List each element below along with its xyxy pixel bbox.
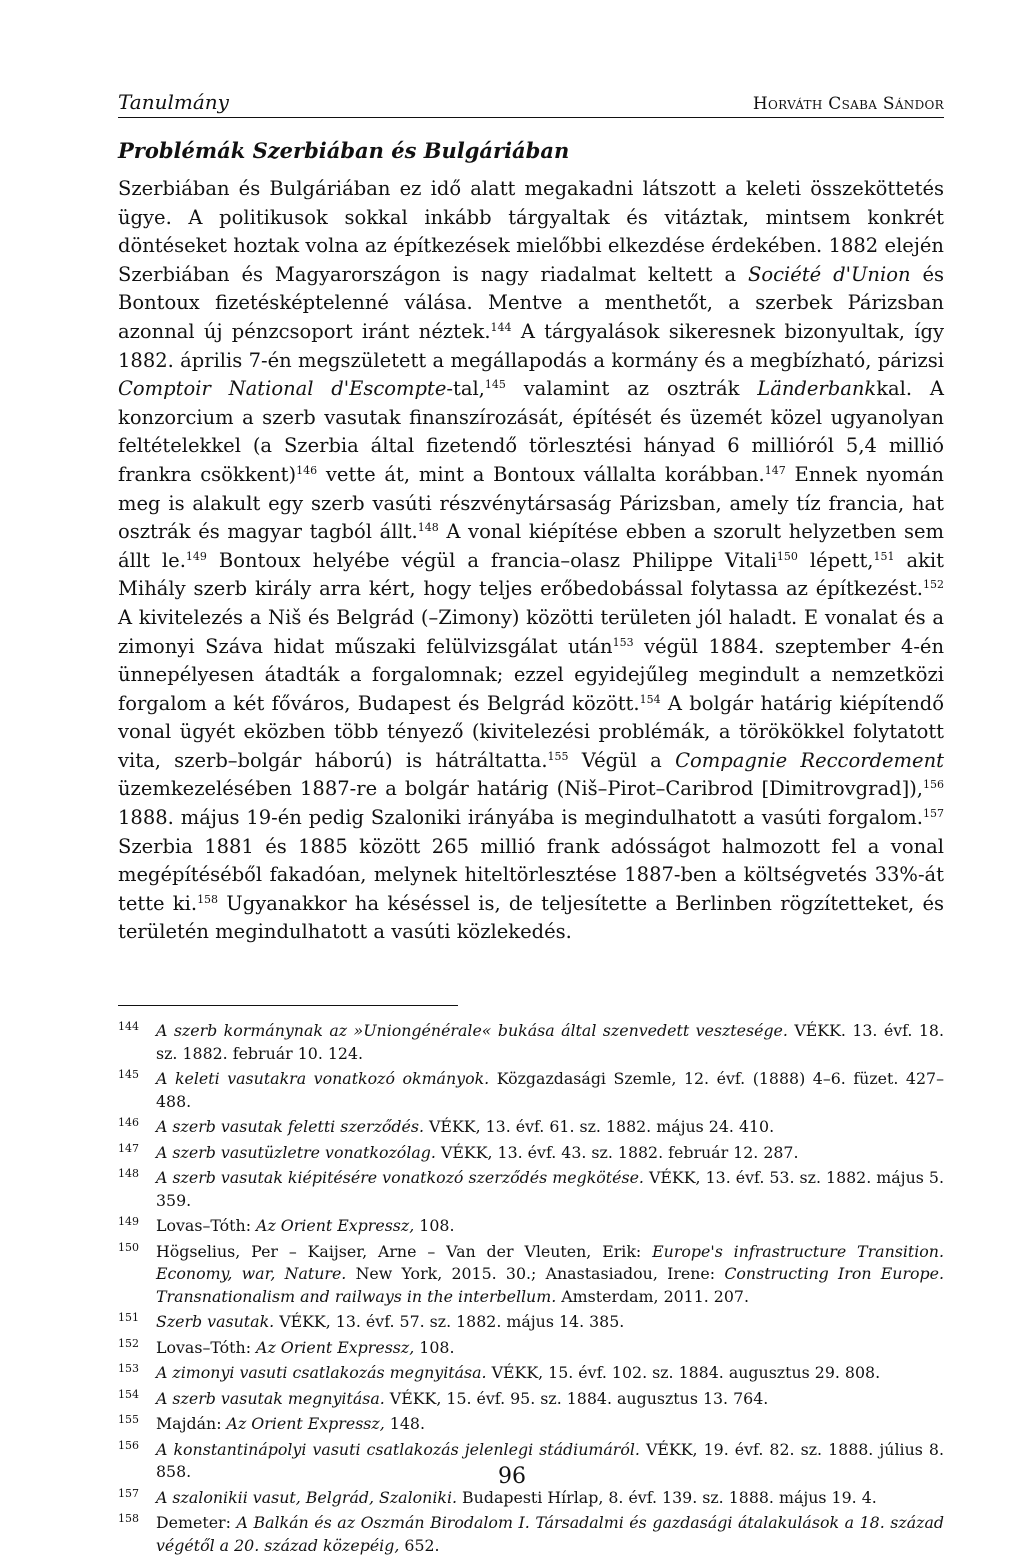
page-content [118, 84, 944, 1560]
text-run: A bolgár határig kiépítendő vonal ügyét eközben több tényező (kivitelezési problémák, a törökökkel folytatott vita, szerb–bolgár háború) is hátráltatta. [118, 691, 944, 772]
text-run: A kivitelezés a Niš és Belgrád (–Zimony) közötti területen jól haladt. E vonalat és a zimonyi Száva hidat műszaki felülvizsgálat után [118, 605, 944, 658]
text-run: Ugyanakkor ha késéssel is, de teljesítette a Berlinben rögzítetteket, és területén megindulhatott a vasúti közlekedés. [118, 891, 944, 944]
footnote-text [156, 1362, 944, 1385]
footnote-text [156, 1116, 944, 1139]
footnote-ref: 155 [547, 749, 569, 763]
text-run: 652. [399, 1535, 440, 1555]
footnote-item [118, 1487, 944, 1510]
footnote-ref: 152 [923, 578, 944, 592]
footnote-text [156, 1215, 944, 1238]
footnote-item [118, 1020, 944, 1065]
footnote-item [118, 1311, 944, 1334]
italic-text: Société d'Union [748, 262, 911, 286]
footnote-ref: 148 [417, 521, 439, 535]
italic-text: A zimonyi vasuti csatlakozás megnyitása. [156, 1363, 487, 1383]
italic-text: Az Orient Expressz, [256, 1216, 415, 1236]
italic-text: Szerb vasutak. [156, 1312, 275, 1332]
footnote-item [118, 1512, 944, 1557]
text-run: New York, 2015. 30.; Anastasiadou, Irene: [346, 1264, 725, 1284]
text-run: A vonal kiépítése ebben a szorult helyzetben sem állt le. [118, 520, 944, 572]
text-run: VÉKK, 13. évf. 57. sz. 1882. május 14. 385. [274, 1312, 625, 1332]
footnote-number: 158 [118, 1512, 139, 1526]
text-run: Közgazdasági Szemle, 12. évf. (1888) 4–6. füzet. 427–488. [156, 1069, 944, 1111]
text-run: VÉKK, 13. évf. 53. sz. 1882. május 5. 359. [156, 1168, 944, 1210]
text-run: valamint az osztrák [505, 377, 758, 401]
text-run: Högselius, Per – Kaijser, Arne – Van der Vleuten, Erik: [156, 1241, 653, 1261]
italic-text: Constructing Iron Europe. Transnationalism and railways in the interbellum. [156, 1264, 944, 1306]
footnote-number: 145 [118, 1068, 139, 1082]
text-run: Szerbia 1881 és 1885 között 265 millió frank adósságot halmozott fel a vonal megépítéséből fakadóan, melynek hiteltörlesztése 1887-ben a költségvetés 33%-át tette ki. [118, 834, 944, 915]
footnote-item [118, 1337, 944, 1360]
footnote-number: 147 [118, 1141, 139, 1155]
footnote-ref: 153 [612, 635, 634, 649]
text-run: Lovas–Tóth: [156, 1216, 257, 1236]
text-run: 108. [414, 1337, 455, 1357]
footnote-number: 149 [118, 1215, 139, 1229]
text-run: üzemkezelésében 1887-re a bolgár határig (Niš–Pirot–Caribrod [Dimitrovgrad]), [118, 777, 923, 801]
text-run: Ennek nyomán meg is alakult egy szerb vasúti részvénytársaság Párizsban, amely tíz francia, hat osztrák és magyar tagból állt. [118, 462, 944, 544]
text-run: akit Mihály szerb király arra kért, hogy teljes erőbedobással folytassa az építkezést. [118, 548, 944, 601]
footnote-ref: 147 [764, 463, 786, 477]
footnote-item [118, 1116, 944, 1139]
footnote-item [118, 1142, 944, 1165]
italic-text: A szerb kormánynak az »Uniongénérale« bukása által szenvedett vesztesége. [156, 1021, 788, 1041]
footnote-number: 153 [118, 1362, 139, 1376]
footnote-text [156, 1142, 944, 1165]
italic-text: A szerb vasutak feletti szerződés. [156, 1117, 424, 1137]
footnote-item [118, 1068, 944, 1113]
text-run: A tárgyalások sikeresnek bizonyultak, így 1882. április 7-én megszületett a megállapodás a kormány és a megbízható, párizsi [118, 319, 945, 372]
footnote-number: 151 [118, 1311, 139, 1325]
footnote-ref: 156 [923, 778, 944, 792]
footnote-text [156, 1388, 944, 1411]
text-run: Majdán: [156, 1414, 227, 1434]
text-run: kal. A konzorcium a szerb vasutak finanszírozását, építését és üzemét közel ugyanolyan feltételekkel (a Szerbia által fizetendő törlesztési hányad 6 millióról 5,4 millió frankra csökkent) [118, 377, 944, 486]
footnote-ref: 146 [296, 463, 318, 477]
text-run: VÉKK, 15. évf. 95. sz. 1884. augusztus 13. 764. [384, 1388, 769, 1408]
italic-text: Europe's infrastructure Transition. Economy, war, Nature. [156, 1241, 945, 1284]
footnote-item [118, 1167, 944, 1212]
section-label: Tanulmány [118, 90, 229, 114]
footnote-number: 154 [118, 1387, 139, 1401]
italic-text: A szerb vasutak kiépitésére vonatkozó szerződés megkötése. [156, 1168, 644, 1188]
italic-text: Comptoir National d'Escompte [118, 377, 447, 401]
footnote-text [156, 1512, 944, 1557]
footnote-text [156, 1413, 944, 1436]
text-run: Szerbiában és Bulgáriában ez idő alatt megakadni látszott a keleti összeköttetés ügye. A politikusok sokkal inkább tárgyaltak és vitáztak, mintsem konkrét döntéseket hoztak volna az építkezések mielőbbi elkezdése érdekében. 1882 elején Szerbiában és Magyarországon is nagy riadalmat keltett a [118, 177, 944, 286]
text-run: VÉKK, 13. évf. 61. sz. 1882. május 24. 410. [424, 1117, 775, 1137]
author-name: Horváth Csaba Sándor [752, 94, 944, 114]
footnote-item [118, 1413, 944, 1436]
footnote-ref: 157 [923, 807, 944, 821]
body-paragraph [118, 175, 944, 947]
footnote-text [156, 1068, 944, 1113]
text-run: Végül a [568, 748, 676, 772]
footnote-ref: 149 [185, 549, 207, 563]
footnote-text [156, 1241, 944, 1309]
footnote-number: 144 [118, 1020, 139, 1034]
footnote-ref: 151 [873, 549, 895, 563]
text-run: 1888. május 19-én pedig Szaloniki irányába is megindulhatott a vasúti forgalom. [118, 806, 923, 830]
text-run: Amsterdam, 2011. 207. [556, 1286, 749, 1306]
text-run: VÉKK, 15. évf. 102. sz. 1884. augusztus 29. 808. [486, 1363, 881, 1383]
footnote-number: 146 [118, 1116, 139, 1130]
footnote-item [118, 1215, 944, 1238]
footnote-item [118, 1388, 944, 1411]
text-run: Demeter: [156, 1513, 237, 1533]
footnote-text [156, 1311, 944, 1334]
text-run: VÉKK. 13. évf. 18. sz. 1882. február 10. 124. [156, 1021, 944, 1063]
section-heading: Problémák Szerbiában és Bulgáriában [118, 138, 570, 163]
footnote-number: 156 [118, 1438, 139, 1452]
italic-text: A keleti vasutakra vonatkozó okmányok. [156, 1069, 490, 1089]
text-run: VÉKK, 13. évf. 43. sz. 1882. február 12. 287. [435, 1142, 799, 1162]
footnote-number: 152 [118, 1336, 139, 1350]
italic-text: A szerb vasutak megnyitása. [156, 1388, 385, 1408]
footnote-number: 155 [118, 1413, 139, 1427]
italic-text: Länderbank [757, 377, 877, 401]
text-run: VÉKK, 19. évf. 82. sz. 1888. július 8. 858. [156, 1439, 944, 1482]
footnote-number: 150 [118, 1240, 139, 1254]
text-run: 148. [384, 1414, 425, 1434]
text-run: 108. [414, 1216, 455, 1236]
footnote-text [156, 1337, 944, 1360]
footnote-ref: 150 [776, 549, 798, 563]
text-run: végül 1884. szeptember 4-én ünnepélyesen átadták a forgalomnak; ezzel egyidejűleg megindult a nemzetközi forgalom a két főváros, Budapest és Belgrád között. [118, 634, 945, 715]
text-run: vette át, mint a Bontoux vállalta korábban. [317, 462, 765, 486]
text-run: -tal, [446, 377, 485, 401]
page-number: 96 [498, 1464, 526, 1489]
footnote-text [156, 1167, 944, 1212]
text-run: és Bontoux fizetésképtelenné válása. Mentve a menthetőt, a szerbek Párizsban azonnal új pénzcsoport iránt néztek. [118, 262, 945, 343]
italic-text: Az Orient Expressz, [256, 1337, 415, 1357]
text-run: lépett, [797, 548, 874, 572]
italic-text: A konstantinápolyi vasuti csatlakozás jelenlegi stádiumáról. [156, 1439, 640, 1459]
footnote-ref: 154 [639, 692, 661, 706]
italic-text: Compagnie Reccordement [675, 748, 944, 772]
text-run: Bontoux helyébe végül a francia–olasz Philippe Vitali [206, 548, 777, 572]
italic-text: A szalonikii vasut, Belgrád, Szaloniki. [156, 1487, 458, 1507]
footnote-text [156, 1020, 944, 1065]
italic-text: A szerb vasutüzletre vonatkozólag. [156, 1142, 436, 1162]
text-run: Lovas–Tóth: [156, 1337, 257, 1357]
footnote-rule [118, 1005, 458, 1006]
footnote-ref: 158 [197, 892, 219, 906]
footnote-text [156, 1487, 944, 1510]
italic-text: Az Orient Expressz, [226, 1414, 385, 1434]
footnote-item [118, 1241, 944, 1309]
footnote-ref: 144 [490, 320, 512, 334]
text-run: Budapesti Hírlap, 8. évf. 139. sz. 1888. május 19. 4. [457, 1487, 877, 1507]
footnote-number: 148 [118, 1167, 139, 1181]
italic-text: A Balkán és az Oszmán Birodalom I. Társadalmi és gazdasági átalakulások a 18. század végétől a 20. század közepéig, [156, 1513, 944, 1555]
footnote-item [118, 1362, 944, 1385]
footnote-number: 157 [118, 1486, 139, 1500]
running-header [118, 84, 944, 118]
footnote-ref: 145 [484, 378, 506, 392]
